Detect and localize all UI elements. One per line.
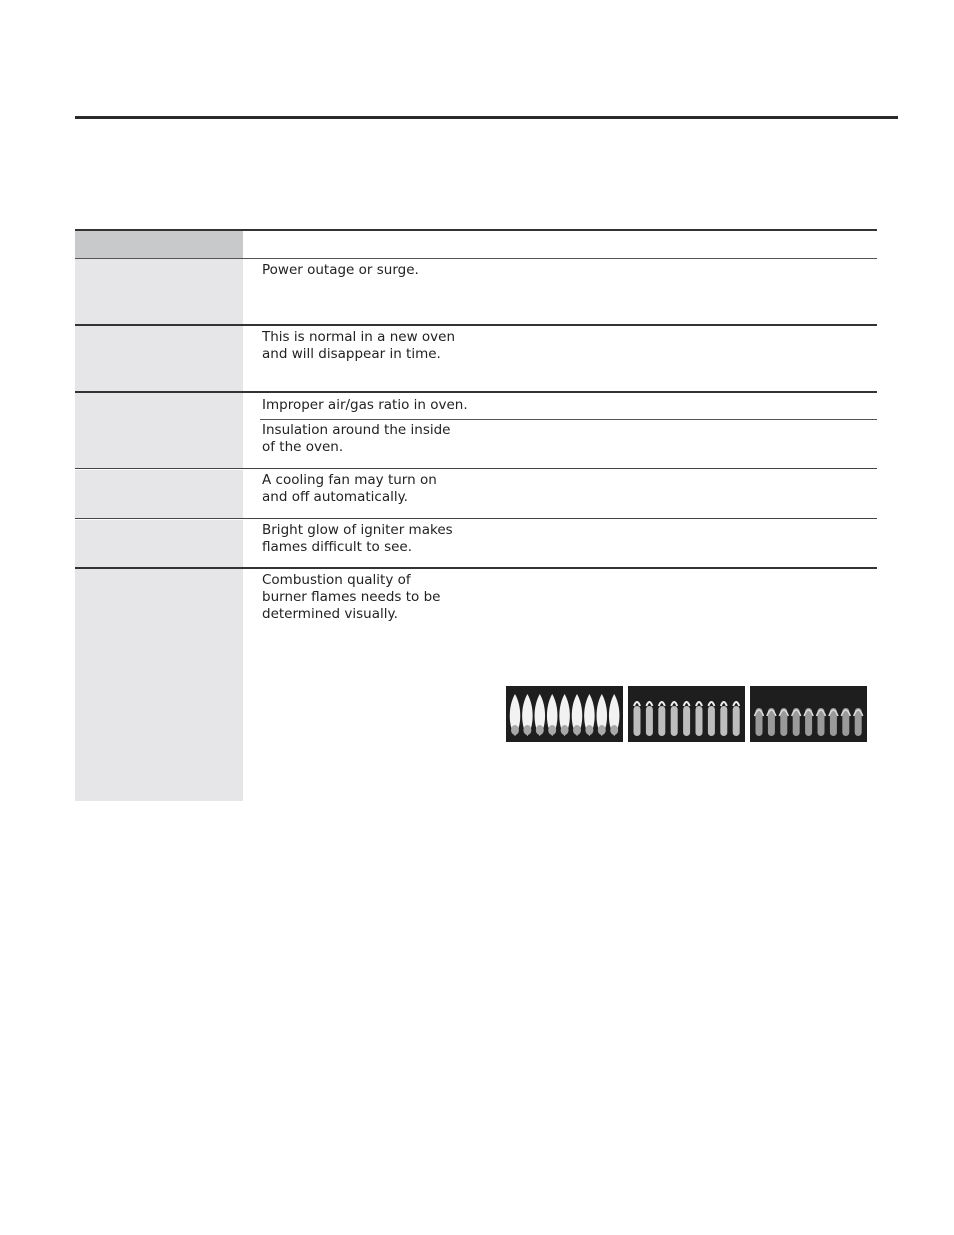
header-rule xyxy=(75,116,898,119)
blue-flames-svg xyxy=(750,686,867,742)
problem-cell-5 xyxy=(75,520,243,567)
problem-cell-6 xyxy=(75,569,243,801)
flame xyxy=(708,702,715,736)
blue-flames-icon xyxy=(750,686,867,742)
flame xyxy=(658,702,665,736)
flame xyxy=(671,702,678,736)
cause-text xyxy=(262,522,453,556)
problem-cell-2 xyxy=(75,326,243,391)
flame xyxy=(696,702,703,736)
flame xyxy=(609,694,620,736)
flame xyxy=(755,708,764,736)
flame xyxy=(733,702,740,736)
cause-divider xyxy=(260,419,877,420)
row-divider xyxy=(75,468,877,469)
cause-line: Insulation around the inside xyxy=(262,422,451,438)
flame xyxy=(841,708,850,736)
flame xyxy=(779,708,788,736)
cause-line: flames difficult to see. xyxy=(262,539,413,555)
flame xyxy=(792,708,801,736)
flame xyxy=(522,694,533,736)
cause-text xyxy=(262,329,455,363)
flame xyxy=(584,694,595,736)
cause-line: Combustion quality of xyxy=(262,572,411,588)
yellow-flames-svg xyxy=(506,686,623,742)
problem-cell-4 xyxy=(75,470,243,518)
cause-line: This is normal in a new oven xyxy=(262,329,456,345)
row-divider xyxy=(75,391,877,393)
cause-line: Bright glow of igniter makes xyxy=(262,522,453,538)
flame xyxy=(720,702,727,736)
flame xyxy=(683,702,690,736)
cause-text xyxy=(262,472,437,506)
flame xyxy=(547,694,558,736)
flame xyxy=(535,694,546,736)
cause-text xyxy=(262,422,450,456)
cause-line: and will disappear in time. xyxy=(262,346,441,362)
yellow-flames-icon xyxy=(506,686,623,742)
flame xyxy=(817,708,826,736)
flame xyxy=(854,708,863,736)
problem-cell-3 xyxy=(75,393,243,468)
cause-line: of the oven. xyxy=(262,439,344,455)
row-divider xyxy=(75,324,877,326)
yellow-tipped-flames-svg xyxy=(628,686,745,742)
cause-line: and off automatically. xyxy=(262,489,408,505)
flame xyxy=(829,708,838,736)
cause-line: burner flames needs to be xyxy=(262,589,441,605)
cause-line: A cooling fan may turn on xyxy=(262,472,437,488)
flame xyxy=(804,708,813,736)
cause-text xyxy=(262,397,468,414)
cause-text xyxy=(262,262,419,279)
cause-line: Improper air/gas ratio in oven. xyxy=(262,397,468,413)
cause-line: Power outage or surge. xyxy=(262,262,419,278)
flame xyxy=(646,702,653,736)
table-header-problem-cell xyxy=(75,231,243,259)
flame xyxy=(634,702,641,736)
cause-text xyxy=(262,572,440,623)
flame xyxy=(767,708,776,736)
row-divider xyxy=(75,567,877,569)
flame xyxy=(572,694,583,736)
flame xyxy=(559,694,570,736)
row-divider xyxy=(75,518,877,519)
flame xyxy=(597,694,608,736)
problem-cell-1 xyxy=(75,259,243,324)
flame xyxy=(510,694,521,736)
yellow-tipped-flames-icon xyxy=(628,686,745,742)
cause-line: determined visually. xyxy=(262,606,398,622)
